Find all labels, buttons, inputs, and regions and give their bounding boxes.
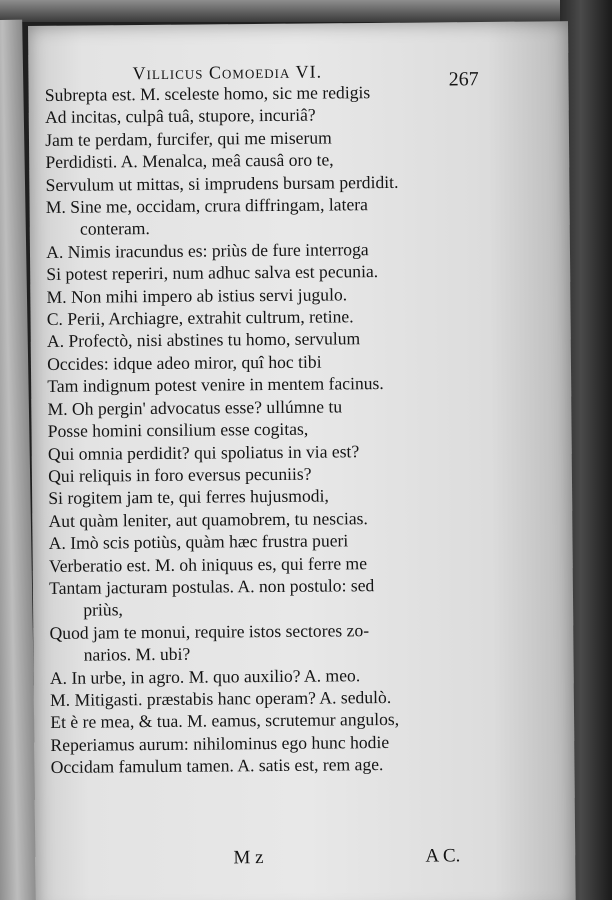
text-line: Servulum ut mittas, si imprudens bursam perdidit. — [45, 171, 399, 195]
text-line: Qui omnia perdidit? qui spoliatus in via est? — [47, 440, 360, 464]
signature-mark: M z — [233, 847, 264, 869]
text-line: Tam indignum potest venire in mentem facinus. — [47, 373, 384, 397]
text-line: Occides: idque adeo miror, quî hoc tibi — [47, 351, 322, 374]
text-line: M. Mitigasti. præstabis hanc operam? A. sedulò. — [50, 686, 392, 710]
text-line: priùs, — [83, 599, 123, 620]
text-line: Reperiamus aurum: nihilominus ego hunc hodie — [50, 731, 390, 755]
text-line: Aut quàm leniter, aut quamobrem, tu nescias. — [48, 507, 368, 531]
text-line: narios. M. ubi? — [83, 643, 191, 665]
text-line: Occidam famulum tamen. A. satis est, rem age. — [50, 754, 384, 778]
text-line: M. Non mihi impero ab istius servi jugulo. — [46, 283, 348, 307]
page-number: 267 — [448, 68, 479, 91]
catchword: A C. — [425, 845, 461, 867]
text-line: A. Profectò, nisi abstines tu homo, servulum — [46, 328, 361, 352]
text-line: Ad incitas, culpâ tuâ, stupore, incuriâ? — [44, 105, 316, 128]
text-line: Verberatio est. M. oh iniquus es, qui ferre me — [48, 552, 368, 576]
verse-lines — [45, 80, 491, 778]
book-cover-top-edge — [0, 0, 612, 22]
text-line: M. Sine me, occidam, crura diffringam, latera — [45, 194, 368, 217]
text-line: Tantam jacturam postulas. A. non postulo: sed — [49, 575, 375, 598]
text-line: Quod jam te monui, require istos sectores zo- — [49, 619, 370, 643]
text-line: Perdidisti. A. Menalca, meâ causâ oro te, — [45, 149, 334, 173]
text-line: A. Imò scis potiùs, quàm hæc frustra pueri — [48, 530, 349, 554]
text-line: Si potest reperiri, num adhuc salva est pecunia. — [46, 261, 379, 285]
text-line: C. Perii, Archiagre, extrahit cultrum, retine. — [46, 306, 354, 330]
text-line: M. Oh pergin' advocatus esse? ullúmne tu — [47, 396, 343, 419]
text-line: Si rogitem jam te, qui ferres hujusmodi, — [48, 485, 329, 509]
text-line: A. In urbe, in agro. M. quo auxilio? A. meo. — [49, 664, 361, 688]
text-line: Posse homini consilium esse cogitas, — [47, 418, 309, 442]
text-line: Jam te perdam, furcifer, qui me miserum — [45, 127, 332, 150]
text-line: conteram. — [79, 218, 150, 240]
text-line: Subrepta est. M. scelestе homo, sic me redigis — [44, 82, 371, 105]
text-line: Qui reliquis in foro eversus pecuniis? — [48, 463, 312, 486]
text-line: Et è re mea, & tua. M. eamus, scrutemur angulos, — [50, 709, 400, 733]
text-line: A. Nimis iracundus es: priùs de fure interroga — [46, 238, 369, 262]
running-head: Villicus Comoedia VI. — [132, 61, 323, 84]
